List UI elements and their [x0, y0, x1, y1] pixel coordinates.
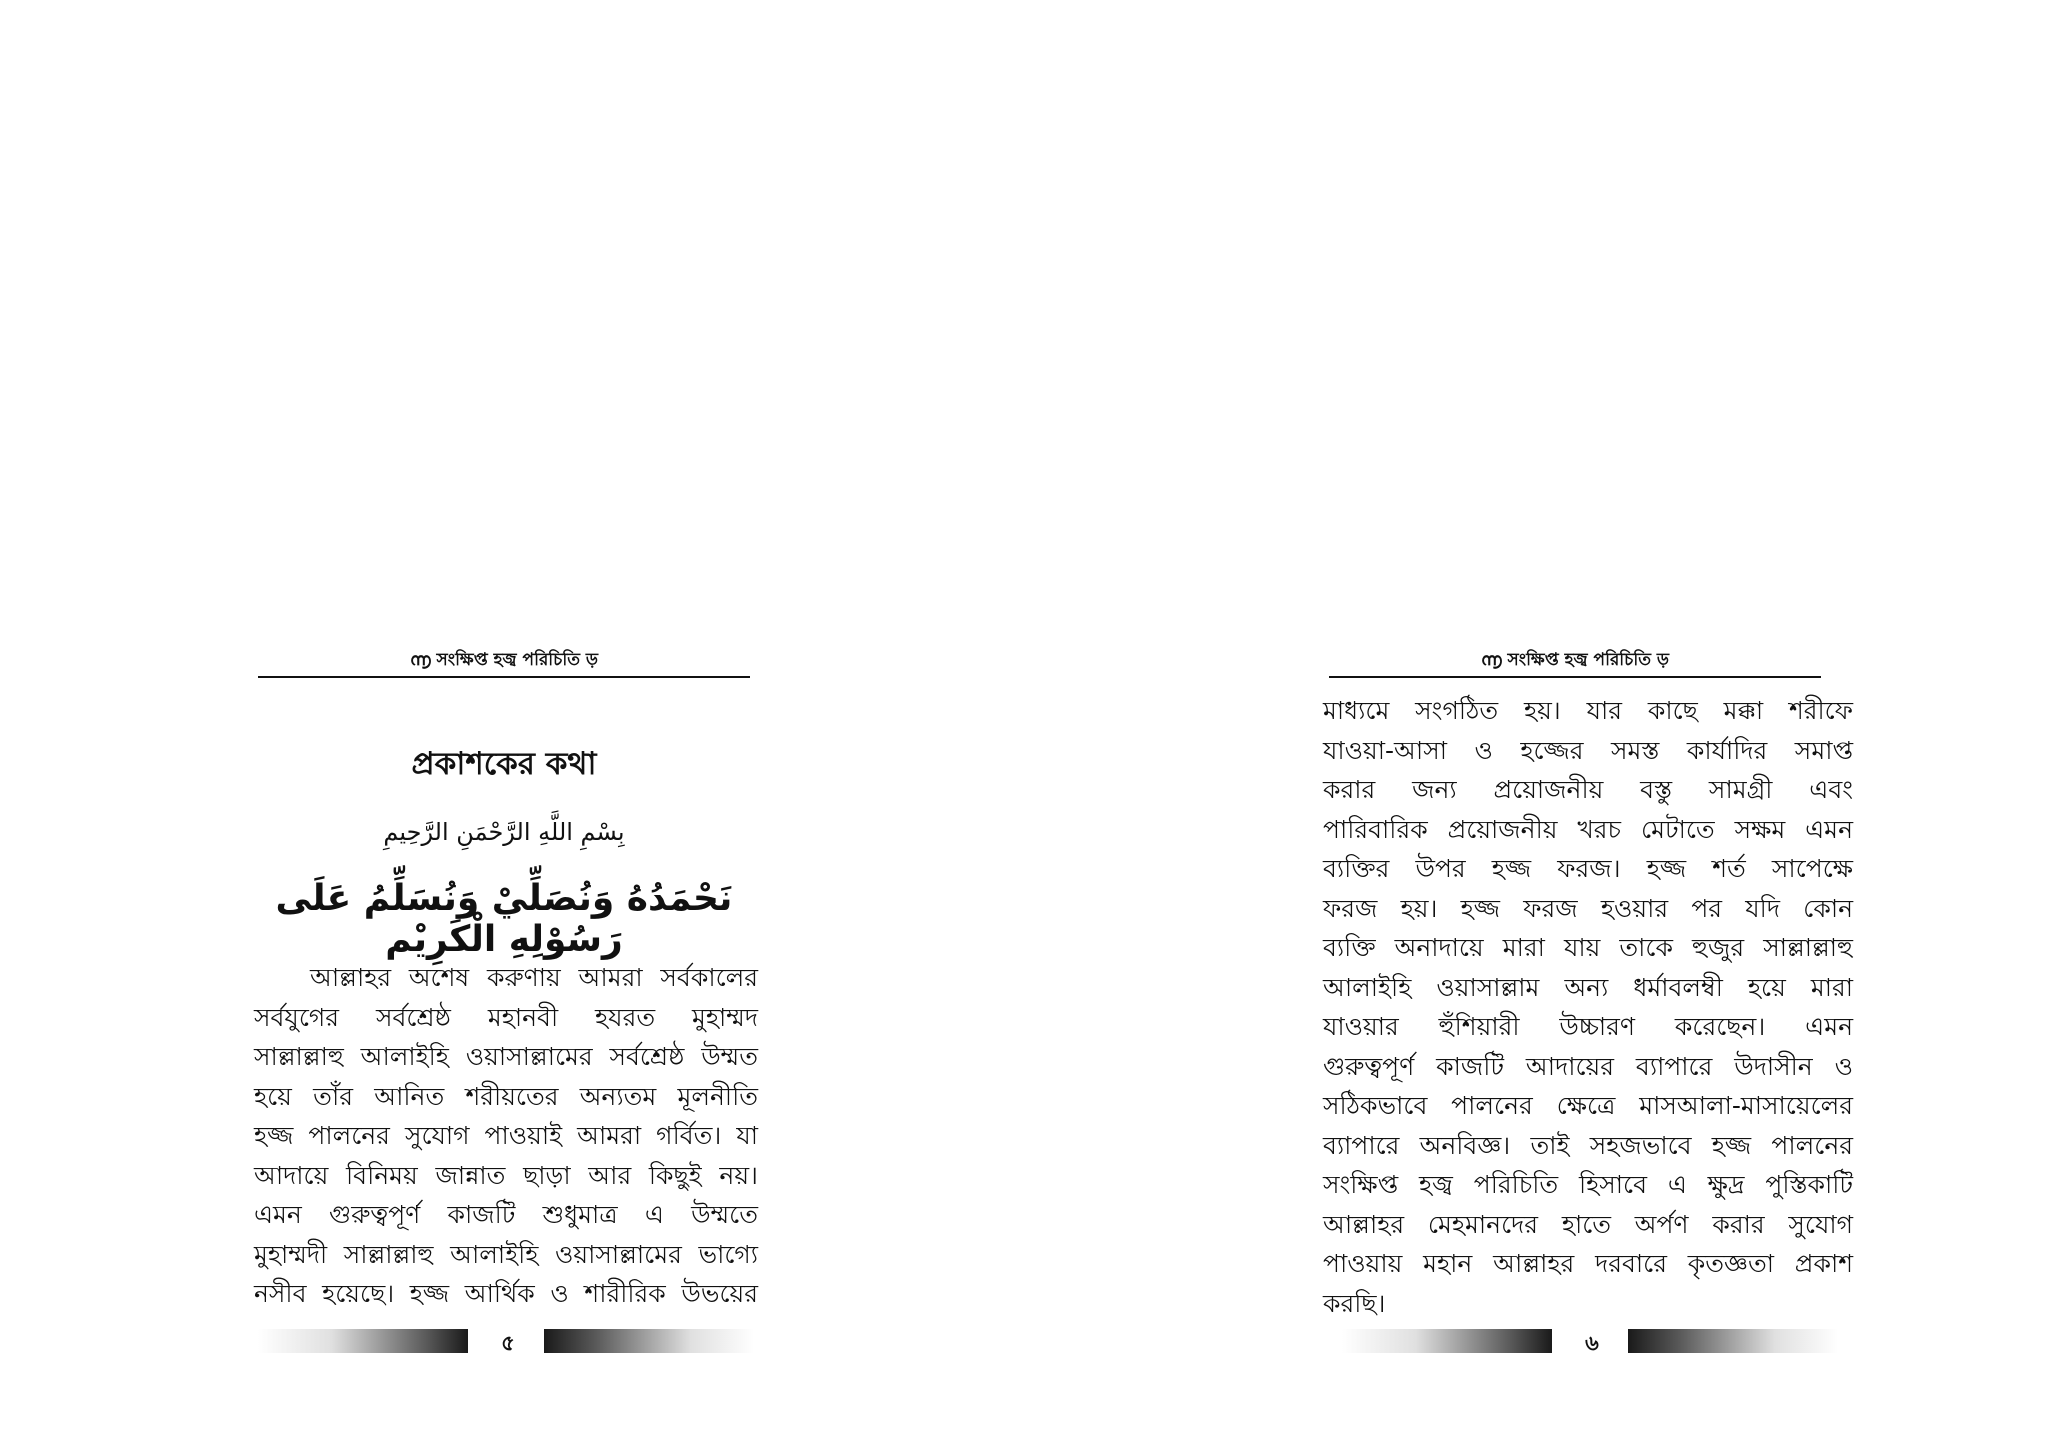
text-line: আলাইহি ওয়াসাল্লাম অন্য ধর্মাবলম্বী হয়ে মারা: [1323, 972, 1853, 1002]
text-line: সাল্লাল্লাহু আলাইহি ওয়াসাল্লামের সর্বশ্রেষ্ঠ উম্মত: [254, 1042, 758, 1071]
text-line: ব্যাপারে অনবিজ্ঞ। তাই সহজভাবে হজ্জ পালনের: [1323, 1130, 1853, 1160]
header-rule: [1329, 676, 1821, 678]
header-ornament-left: ൬: [1480, 650, 1502, 670]
footer-gradient-bar-left: [1342, 1329, 1552, 1353]
footer-gradient-bar-right: [1628, 1329, 1838, 1353]
text-line: মাধ্যমে সংগঠিত হয়। যার কাছে মক্কা শরীফে: [1323, 696, 1853, 725]
page-number: ৫: [501, 1331, 515, 1355]
footer-gradient-bar-left: [258, 1329, 468, 1353]
header-ornament-right: ড়: [585, 650, 599, 670]
page-number: ৬: [1585, 1331, 1599, 1355]
header-title: সংক্ষিপ্ত হজ্ব পরিচিতি: [1507, 650, 1651, 670]
text-line: আল্লাহর অশেষ করুণায় আমরা সর্বকালের: [310, 963, 758, 992]
text-line: নসীব হয়েছে। হজ্জ আর্থিক ও শারীরিক উভয়ের: [254, 1279, 758, 1308]
header-ornament-left: ൬: [409, 650, 431, 670]
page-footer: [1342, 1329, 1838, 1353]
basmala-calligraphy: بِسْمِ اللَّهِ الرَّحْمَنِ الرَّحِيمِ: [383, 818, 625, 846]
page-footer: [258, 1329, 754, 1353]
text-line: যাওয়ার হুঁশিয়ারী উচ্চারণ করেছেন। এমন: [1323, 1012, 1853, 1041]
text-line: ব্যক্তির উপর হজ্জ ফরজ। হজ্জ শর্ত সাপেক্ষে: [1323, 854, 1853, 883]
text-line: মুহাম্মদী সাল্লাল্লাহু আলাইহি ওয়াসাল্লামের ভাগ্যে: [254, 1239, 758, 1269]
body-paragraph: [1323, 691, 1853, 1323]
text-line: সঠিকভাবে পালনের ক্ষেত্রে মাসআলা-মাসায়েলের: [1323, 1091, 1853, 1120]
header-rule: [258, 676, 750, 678]
body-paragraph: [254, 958, 758, 1314]
footer-gradient-bar-right: [544, 1329, 754, 1353]
text-line: গুরুত্বপূর্ণ কাজটি আদায়ের ব্যাপারে উদাসীন ও: [1323, 1051, 1853, 1081]
header-title: সংক্ষিপ্ত হজ্ব পরিচিতি: [436, 650, 580, 670]
text-line: হয়ে তাঁর আনিত শরীয়তের অন্যতম মূলনীতি: [254, 1081, 758, 1111]
text-line: সংক্ষিপ্ত হজ্ব পরিচিতি হিসাবে এ ক্ষুদ্র পুস্তিকাটি: [1323, 1170, 1853, 1199]
text-line: যাওয়া-আসা ও হজ্জের সমস্ত কার্যাদির সমাপ্ত: [1323, 735, 1853, 765]
text-line: আদায়ে বিনিময় জান্নাত ছাড়া আর কিছুই নয়।: [254, 1160, 758, 1190]
text-line: করছি।: [1323, 1288, 1386, 1318]
page-title: প্রকাশকের কথা: [411, 746, 597, 782]
text-line: ফরজ হয়। হজ্জ ফরজ হওয়ার পর যদি কোন: [1323, 893, 1853, 923]
text-line: করার জন্য প্রয়োজনীয় বস্তু সামগ্রী এবং: [1323, 775, 1853, 804]
running-header: [258, 647, 750, 675]
text-line: সর্বযুগের সর্বশ্রেষ্ঠ মহানবী হযরত মুহাম্মদ: [254, 1002, 758, 1032]
text-line: পারিবারিক প্রয়োজনীয় খরচ মেটাতে সক্ষম এমন: [1323, 814, 1853, 844]
text-line: পাওয়ায় মহান আল্লাহর দরবারে কৃতজ্ঞতা প্রকাশ: [1323, 1249, 1853, 1278]
right-page: [1024, 0, 2048, 1448]
text-line: হজ্জ পালনের সুযোগ পাওয়াই আমরা গর্বিত। যা: [254, 1121, 758, 1150]
header-ornament-right: ড়: [1656, 650, 1670, 670]
text-line: এমন গুরুত্বপূর্ণ কাজটি শুধুমাত্র এ উম্মতে: [254, 1200, 758, 1229]
text-line: আল্লাহর মেহমানদের হাতে অর্পণ করার সুযোগ: [1323, 1209, 1853, 1239]
arabic-doa: نَحْمَدُهُ وَنُصَلِّيْ وَنُسَلِّمُ عَلَى رَسُوْلِهِ الْكَرِيْم: [275, 878, 733, 960]
text-line: ব্যক্তি অনাদায়ে মারা যায় তাকে হুজুর সাল্লাল্লাহু: [1323, 933, 1853, 962]
running-header: [1329, 647, 1821, 675]
